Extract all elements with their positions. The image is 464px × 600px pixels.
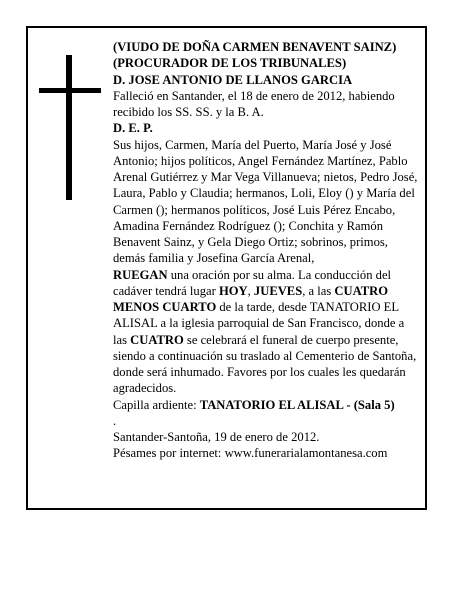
death-info: Falleció en Santander, el 18 de enero de 2012, habiendo recibido los SS. SS. y la B. A. bbox=[113, 88, 395, 119]
obituary-text bbox=[113, 39, 421, 462]
funeral-text: se celebrará el funeral de cuerpo presente, siendo a continuación su traslado al Cementerio de Santoña, donde será inhumado. Favores por los cuales les quedarán agradecidos. bbox=[113, 332, 417, 396]
capilla-value: TANATORIO EL ALISAL - (Sala 5) bbox=[199, 397, 395, 412]
ruegan-text: RUEGAN bbox=[113, 267, 168, 282]
ceremony-paragraph bbox=[113, 267, 421, 397]
pesames-line: Pésames por internet: www.funerarialamontanesa.com bbox=[113, 446, 388, 461]
deceased-name: D. JOSE ANTONIO DE LLANOS GARCIA bbox=[113, 72, 353, 87]
desde-text: de la tarde, desde TANATORIO EL ALISAL a la iglesia parroquial de San Francisco, donde a las bbox=[113, 300, 405, 347]
cross-vertical-bar bbox=[66, 55, 72, 200]
jueves-text: JUEVES bbox=[253, 283, 303, 298]
capilla-label: Capilla ardiente: bbox=[113, 397, 200, 412]
cross-icon bbox=[39, 55, 101, 200]
title-relations: (VIUDO DE DOÑA CARMEN BENAVENT SAINZ) (PROCURADOR DE LOS TRIBUNALES) bbox=[113, 40, 397, 71]
hoy-text: HOY bbox=[218, 283, 248, 298]
family-list: Sus hijos, Carmen, María del Puerto, María José y José Antonio; hijos políticos, Angel Fernández Martínez, Pablo Arenal Gutiérrez y Mar Vega Villanueva; nietos, Pedro José, Laura, Pablo y Claudia; hermanos, Loli, Eloy () y María del Carmen (); hermanos políticos, José Luis Pérez Encabo, Amadina Fernández Rodríguez (); Conchita y Ramón Benavent Sainz, y Gela Diego Ortiz; sobrinos, primos, demás familia y Josefina García Arenal, bbox=[113, 137, 418, 266]
ruegan-rest-text: una oración por su alma. La conducción del cadáver tendrá lugar bbox=[113, 267, 392, 298]
dep-line: D. E. P. bbox=[113, 121, 153, 136]
cuatro-text: CUATRO bbox=[130, 332, 184, 347]
capilla-line bbox=[113, 397, 421, 413]
period-line: . bbox=[113, 413, 117, 428]
a-las-text: , a las bbox=[302, 283, 335, 298]
cuatro-menos-cuarto-text: CUATRO MENOS CUARTO bbox=[113, 283, 389, 314]
cross-horizontal-bar bbox=[39, 88, 101, 93]
comma-text: , bbox=[247, 283, 254, 298]
place-date: Santander-Santoña, 19 de enero de 2012. bbox=[113, 430, 320, 444]
